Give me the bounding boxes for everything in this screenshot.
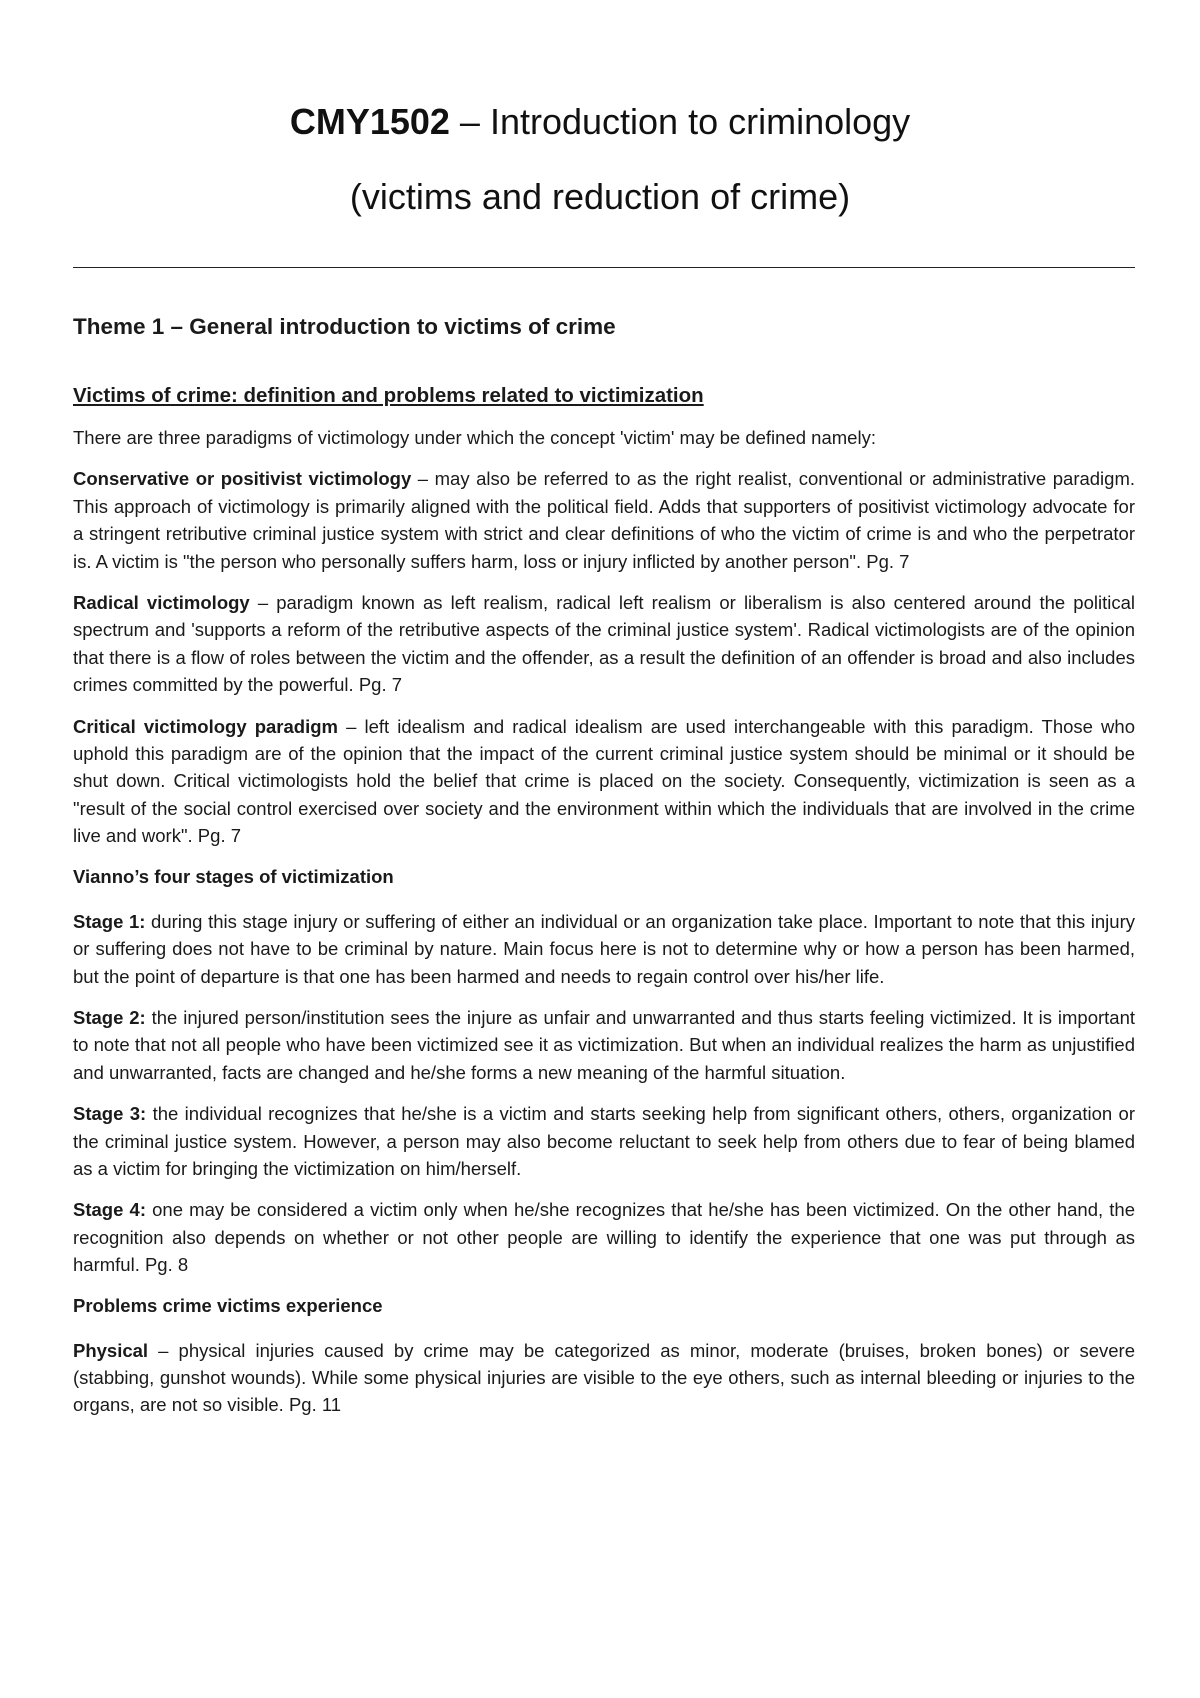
stage-term: Stage 2:: [73, 1006, 146, 1028]
stage-paragraph: [73, 1196, 1135, 1278]
problem-term: Physical: [73, 1339, 149, 1361]
stage-text: the injured person/institution sees the injure as unfair and unwarranted and thus starts feeling victimized. It is important to note that not all people who have been victimized see it as victimization. But when an individual realizes the harm as unjustified and unwarranted, facts are changed and he/she forms a new meaning of the harmful situation.: [73, 1006, 1135, 1083]
stage-text: during this stage injury or suffering of either an individual or an organization take place. Important to note that this injury or suffering does not have to be criminal by nature. Main focus here is not to determine why or how a person has been harmed, but the point of departure is that one has been harmed and needs to regain control over his/her life.: [73, 910, 1135, 987]
course-code: CMY1502: [289, 101, 450, 142]
stage-term: Stage 4:: [73, 1199, 146, 1221]
paradigm-term: Conservative or positivist victimology: [73, 468, 412, 490]
stage-text: one may be considered a victim only when he/she recognizes that he/she has been victimized. On the other hand, the recognition also depends on whether or not other people are willing to identify the experience that one was put through as harmful. Pg. 8: [73, 1199, 1135, 1276]
stage-term: Stage 1:: [73, 910, 146, 932]
document-subtitle: (victims and reduction of crime): [349, 176, 851, 217]
document-title: [0, 100, 1200, 144]
horizontal-divider: [73, 267, 1135, 268]
stage-paragraph: [73, 1004, 1135, 1086]
stage-term: Stage 3:: [73, 1103, 147, 1125]
document-body: [73, 312, 1135, 1433]
paradigm-term: Radical victimology: [73, 592, 250, 614]
course-title: – Introduction to criminology: [449, 101, 911, 142]
paradigm-paragraph: [73, 713, 1135, 850]
theme-heading: Theme 1 – General introduction to victims of crime: [73, 314, 616, 339]
stage-text: the individual recognizes that he/she is a victim and starts seeking help from significant others, others, organization or the criminal justice system. However, a person may also become reluctant to seek help from others due to fear of being blamed as a victim for bringing the victimization on him/herself.: [73, 1103, 1135, 1179]
problem-paragraph: [73, 1337, 1135, 1419]
section-heading: Victims of crime: definition and problems related to victimization: [73, 384, 704, 407]
stages-heading: Vianno’s four stages of victimization: [73, 865, 394, 887]
paradigm-text: – may also be referred to as the right realist, conventional or administrative paradigm. This approach of victimology is primarily aligned with the political field. Adds that supporters of positivist victimology advocate for a stringent retributive criminal justice system with strict and clear definitions of who the victim of crime is and who the perpetrator is. A victim is "the person who personally suffers harm, loss or injury inflicted by another person". Pg. 7: [73, 468, 1136, 572]
paradigm-paragraph: [73, 465, 1135, 575]
stage-paragraph: [73, 1100, 1135, 1182]
intro-paragraph: There are three paradigms of victimology under which the concept 'victim' may be defined namely:: [73, 427, 876, 448]
paradigm-text: – paradigm known as left realism, radical left realism or liberalism is also centered around the political spectrum and 'supports a reform of the retributive aspects of the criminal justice system'. Radical victimologists are of the opinion that there is a flow of roles between the victim and the offender, as a result the definition of an offender is broad and also includes crimes committed by the powerful. Pg. 7: [73, 592, 1135, 696]
paradigm-term: Critical victimology paradigm: [73, 715, 338, 737]
paradigm-paragraph: [73, 589, 1135, 699]
stage-paragraph: [73, 908, 1135, 990]
problem-text: – physical injuries caused by crime may be categorized as minor, moderate (bruises, broken bones) or severe (stabbing, gunshot wounds). While some physical injuries are visible to the eye others, such as internal bleeding or injuries to the organs, are not so visible. Pg. 11: [73, 1339, 1135, 1416]
problems-heading: Problems crime victims experience: [73, 1294, 383, 1316]
paradigm-text: – left idealism and radical idealism are used interchangeable with this paradigm. Those who uphold this paradigm are of the opinion that the impact of the current criminal justice system should be minimal or it should be shut down. Critical victimologists hold the belief that crime is placed on the society. Consequently, victimization is seen as a "result of the social control exercised over society and the environment within which the individuals that are involved in the crime live and work". Pg. 7: [73, 715, 1135, 847]
